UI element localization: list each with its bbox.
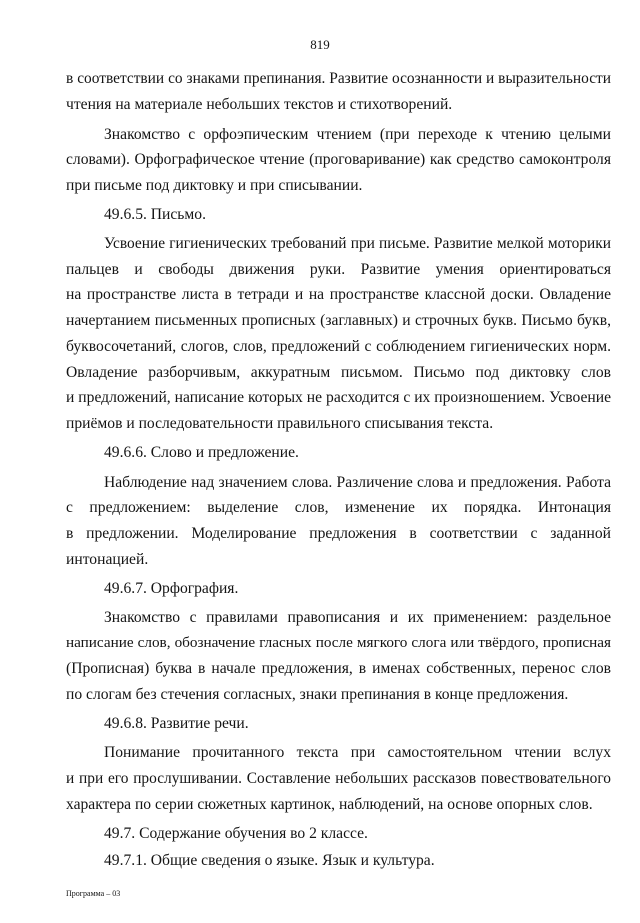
text-line: начертанием письменных прописных (заглавных) и строчных букв. Письмо букв, [66, 312, 611, 329]
text-line: при письме под диктовку и при списывании. [66, 177, 363, 194]
page-number: 819 [310, 37, 330, 52]
text-line: Знакомство с орфоэпическим чтением (при переходе к чтению целыми [104, 126, 611, 143]
text-line: Овладение разборчивым, аккуратным письмом. Письмо под диктовку слов [66, 364, 611, 381]
text-line: по слогам без стечения согласных, знаки препинания в конце предложения. [66, 686, 569, 703]
text-line: в соответствии со знаками препинания. Развитие осознанности и выразительности [66, 70, 611, 87]
text-line: с предложением: выделение слов, изменение их порядка. Интонация [66, 499, 611, 516]
text-line: Знакомство с правилами правописания и их применением: раздельное [104, 609, 611, 626]
section-heading: 49.6.7. Орфография. [104, 580, 239, 597]
section-heading: 49.6.5. Письмо. [104, 206, 206, 223]
text-line: чтения на материале небольших текстов и стихотворений. [66, 96, 453, 113]
text-line: буквосочетаний, слогов, слов, предложений с соблюдением гигиенических норм. [66, 338, 611, 355]
footer-label: Программа – 03 [66, 889, 121, 898]
section-heading: 49.7. Содержание обучения во 2 классе. [104, 825, 368, 842]
text-line: приёмов и последовательности правильного списывания текста. [66, 415, 494, 432]
text-line: пальцев и свободы движения руки. Развитие умения ориентироваться [66, 261, 611, 278]
text-line: (Прописная) буква в начале предложения, в именах собственных, перенос слов [66, 660, 611, 677]
text-line: характера по серии сюжетных картинок, наблюдений, на основе опорных слов. [66, 796, 593, 813]
text-line: в предложении. Моделирование предложения в соответствии с заданной [66, 525, 611, 542]
text-line: написание слов, обозначение гласных после мягкого слога или твёрдого, прописная [66, 634, 611, 651]
text-line: и при его прослушивании. Составление небольших рассказов повествовательного [66, 770, 611, 787]
text-line: Наблюдение над значением слова. Различение слова и предложения. Работа [104, 474, 611, 491]
section-heading: 49.6.6. Слово и предложение. [104, 444, 299, 461]
text-line: Усвоение гигиенических требований при письме. Развитие мелкой моторики [104, 235, 611, 252]
text-line: и предложений, написание которых не расходится с их произношением. Усвоение [66, 389, 611, 406]
text-line: интонацией. [66, 551, 149, 568]
text-line: Понимание прочитанного текста при самостоятельном чтении вслух [104, 744, 611, 761]
section-heading: 49.7.1. Общие сведения о языке. Язык и культура. [104, 852, 435, 869]
text-line: словами). Орфографическое чтение (проговаривание) как средство самоконтроля [66, 151, 611, 168]
section-heading: 49.6.8. Развитие речи. [104, 715, 249, 732]
text-line: на пространстве листа в тетради и на пространстве классной доски. Овладение [66, 286, 611, 303]
